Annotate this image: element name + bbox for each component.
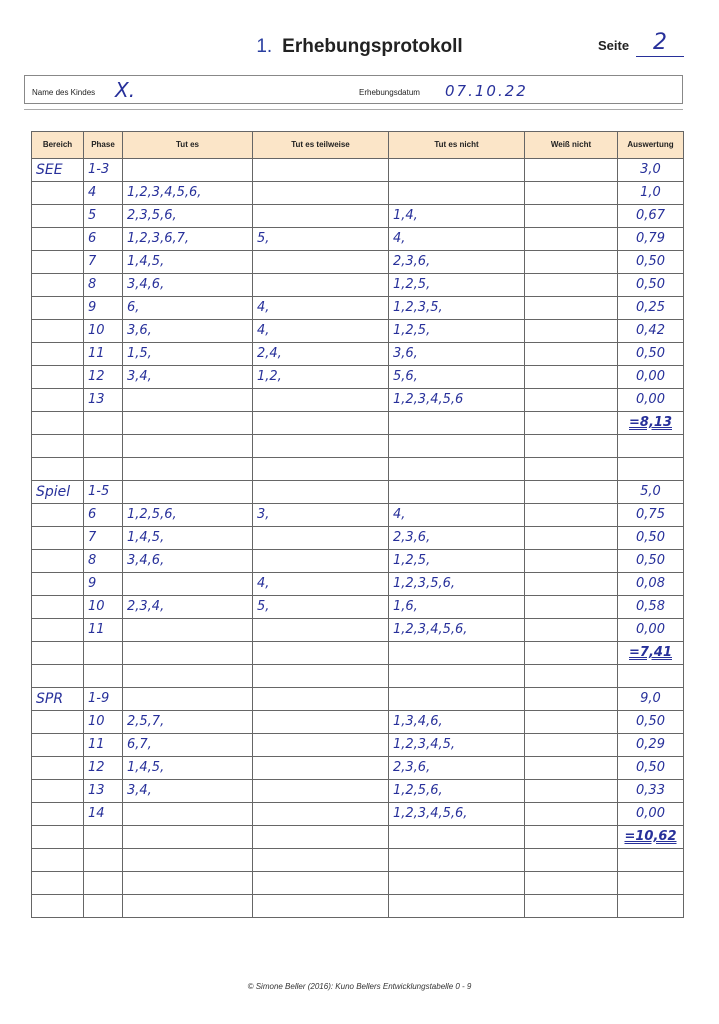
cell-auswertung: =8,13 <box>618 412 684 435</box>
cell-weiss-nicht <box>525 527 618 550</box>
cell-bereich <box>32 458 84 481</box>
table-row <box>32 619 684 642</box>
cell-weiss-nicht <box>525 665 618 688</box>
cell-auswertung: 0,50 <box>618 527 684 550</box>
cell-tut-es-teilweise: 4, <box>253 320 389 343</box>
cell-tut-es-nicht: 2,3,6, <box>389 251 525 274</box>
cell-bereich <box>32 596 84 619</box>
cell-tut-es-nicht: 2,3,6, <box>389 757 525 780</box>
cell-weiss-nicht <box>525 872 618 895</box>
cell-auswertung: 0,00 <box>618 619 684 642</box>
cell-tut-es-nicht: 4, <box>389 228 525 251</box>
cell-tut-es-teilweise <box>253 757 389 780</box>
header-col-tut-es-teilweise: Tut es teilweise <box>253 132 389 159</box>
table-row <box>32 826 684 849</box>
cell-auswertung: 0,25 <box>618 297 684 320</box>
cell-phase <box>84 435 123 458</box>
cell-phase: 12 <box>84 366 123 389</box>
cell-tut-es <box>123 412 253 435</box>
cell-tut-es: 3,4,6, <box>123 550 253 573</box>
cell-auswertung <box>618 458 684 481</box>
cell-phase <box>84 872 123 895</box>
cell-tut-es <box>123 803 253 826</box>
page-label: Seite <box>598 38 630 53</box>
cell-auswertung: 0,50 <box>618 274 684 297</box>
cell-auswertung: 0,33 <box>618 780 684 803</box>
cell-bereich <box>32 205 84 228</box>
cell-weiss-nicht <box>525 504 618 527</box>
cell-tut-es-nicht: 5,6, <box>389 366 525 389</box>
cell-tut-es-teilweise: 3, <box>253 504 389 527</box>
cell-phase: 10 <box>84 711 123 734</box>
cell-bereich <box>32 435 84 458</box>
cell-tut-es: 1,4,5, <box>123 527 253 550</box>
cell-bereich <box>32 228 84 251</box>
cell-bereich <box>32 826 84 849</box>
cell-tut-es-teilweise <box>253 205 389 228</box>
cell-tut-es-nicht <box>389 849 525 872</box>
cell-phase: 6 <box>84 504 123 527</box>
table-row <box>32 297 684 320</box>
cell-tut-es-teilweise <box>253 688 389 711</box>
cell-phase: 8 <box>84 274 123 297</box>
cell-bereich <box>32 366 84 389</box>
cell-weiss-nicht <box>525 389 618 412</box>
table-row <box>32 550 684 573</box>
cell-weiss-nicht <box>525 251 618 274</box>
cell-tut-es: 3,4, <box>123 366 253 389</box>
cell-tut-es-teilweise: 1,2, <box>253 366 389 389</box>
cell-weiss-nicht <box>525 320 618 343</box>
cell-tut-es: 3,4, <box>123 780 253 803</box>
cell-phase: 9 <box>84 297 123 320</box>
cell-auswertung: 0,29 <box>618 734 684 757</box>
cell-tut-es-teilweise: 2,4, <box>253 343 389 366</box>
table-row <box>32 711 684 734</box>
cell-tut-es-teilweise <box>253 665 389 688</box>
table-row <box>32 803 684 826</box>
cell-tut-es-nicht: 3,6, <box>389 343 525 366</box>
cell-tut-es-teilweise: 5, <box>253 596 389 619</box>
cell-tut-es <box>123 435 253 458</box>
cell-tut-es-teilweise: 5, <box>253 228 389 251</box>
cell-phase: 11 <box>84 343 123 366</box>
cell-weiss-nicht <box>525 734 618 757</box>
table-row <box>32 366 684 389</box>
cell-phase: 11 <box>84 734 123 757</box>
cell-tut-es-teilweise: 4, <box>253 573 389 596</box>
cell-tut-es-nicht: 1,2,3,4,5,6, <box>389 619 525 642</box>
table-row <box>32 343 684 366</box>
cell-auswertung: 0,42 <box>618 320 684 343</box>
date-value: 07.10.22 <box>445 82 528 100</box>
table-body <box>32 159 684 918</box>
cell-tut-es <box>123 665 253 688</box>
cell-phase: 9 <box>84 573 123 596</box>
name-value: X. <box>115 78 136 102</box>
cell-tut-es <box>123 481 253 504</box>
footer-copyright: © Simone Beller (2016): Kuno Bellers Entwicklungstabelle 0 - 9 <box>247 982 472 991</box>
cell-phase <box>84 412 123 435</box>
cell-weiss-nicht <box>525 849 618 872</box>
table-row <box>32 688 684 711</box>
cell-auswertung: 0,79 <box>618 228 684 251</box>
cell-tut-es-teilweise: 4, <box>253 297 389 320</box>
cell-tut-es-nicht: 4, <box>389 504 525 527</box>
table-row <box>32 895 684 918</box>
cell-tut-es <box>123 849 253 872</box>
cell-weiss-nicht <box>525 596 618 619</box>
cell-bereich <box>32 734 84 757</box>
cell-tut-es-nicht <box>389 642 525 665</box>
cell-phase: 7 <box>84 251 123 274</box>
cell-tut-es-teilweise <box>253 274 389 297</box>
table-row <box>32 274 684 297</box>
cell-tut-es-nicht: 1,4, <box>389 205 525 228</box>
cell-auswertung: 0,75 <box>618 504 684 527</box>
header-col-phase: Phase <box>84 132 123 159</box>
cell-tut-es-nicht: 1,2,5, <box>389 274 525 297</box>
cell-auswertung: 0,00 <box>618 366 684 389</box>
cell-weiss-nicht <box>525 182 618 205</box>
cell-bereich <box>32 182 84 205</box>
table-row <box>32 642 684 665</box>
cell-weiss-nicht <box>525 826 618 849</box>
header-col-auswertung: Auswertung <box>618 132 684 159</box>
cell-weiss-nicht <box>525 481 618 504</box>
cell-tut-es <box>123 826 253 849</box>
cell-tut-es <box>123 159 253 182</box>
cell-tut-es-teilweise <box>253 412 389 435</box>
cell-tut-es-nicht: 1,2,5, <box>389 320 525 343</box>
cell-phase <box>84 826 123 849</box>
cell-auswertung <box>618 895 684 918</box>
cell-bereich <box>32 527 84 550</box>
cell-phase: 4 <box>84 182 123 205</box>
cell-weiss-nicht <box>525 343 618 366</box>
cell-tut-es <box>123 642 253 665</box>
cell-tut-es-teilweise <box>253 803 389 826</box>
protocol-number: 1. <box>256 36 273 57</box>
cell-tut-es: 6,7, <box>123 734 253 757</box>
cell-auswertung: 0,08 <box>618 573 684 596</box>
header-col-bereich: Bereich <box>32 132 84 159</box>
cell-bereich <box>32 849 84 872</box>
table-row <box>32 481 684 504</box>
table-row <box>32 251 684 274</box>
cell-auswertung: 0,50 <box>618 343 684 366</box>
cell-tut-es-nicht <box>389 826 525 849</box>
cell-tut-es-nicht <box>389 481 525 504</box>
cell-tut-es-teilweise <box>253 251 389 274</box>
cell-weiss-nicht <box>525 435 618 458</box>
cell-tut-es: 1,2,3,4,5,6, <box>123 182 253 205</box>
cell-phase: 1-3 <box>84 159 123 182</box>
info-divider <box>24 109 683 110</box>
cell-auswertung: 0,67 <box>618 205 684 228</box>
cell-tut-es <box>123 872 253 895</box>
cell-tut-es-nicht: 1,2,3,5,6, <box>389 573 525 596</box>
header-col-tut-es: Tut es <box>123 132 253 159</box>
cell-tut-es-teilweise <box>253 780 389 803</box>
cell-tut-es: 1,4,5, <box>123 251 253 274</box>
cell-weiss-nicht <box>525 366 618 389</box>
cell-phase: 1-5 <box>84 481 123 504</box>
cell-weiss-nicht <box>525 205 618 228</box>
cell-tut-es-nicht: 1,2,3,5, <box>389 297 525 320</box>
cell-tut-es: 3,4,6, <box>123 274 253 297</box>
cell-weiss-nicht <box>525 619 618 642</box>
cell-phase <box>84 849 123 872</box>
cell-tut-es-nicht <box>389 159 525 182</box>
cell-tut-es: 1,5, <box>123 343 253 366</box>
cell-auswertung: 0,00 <box>618 803 684 826</box>
cell-bereich <box>32 251 84 274</box>
cell-weiss-nicht <box>525 297 618 320</box>
cell-auswertung <box>618 665 684 688</box>
cell-weiss-nicht <box>525 711 618 734</box>
cell-bereich <box>32 711 84 734</box>
cell-weiss-nicht <box>525 159 618 182</box>
cell-bereich <box>32 619 84 642</box>
cell-tut-es <box>123 619 253 642</box>
cell-bereich <box>32 550 84 573</box>
cell-tut-es <box>123 573 253 596</box>
cell-tut-es: 1,4,5, <box>123 757 253 780</box>
cell-tut-es-nicht <box>389 412 525 435</box>
cell-tut-es <box>123 458 253 481</box>
cell-phase: 1-9 <box>84 688 123 711</box>
cell-auswertung: =7,41 <box>618 642 684 665</box>
cell-tut-es-teilweise <box>253 458 389 481</box>
cell-tut-es: 2,3,5,6, <box>123 205 253 228</box>
cell-weiss-nicht <box>525 412 618 435</box>
cell-auswertung: =10,62 <box>618 826 684 849</box>
cell-tut-es-nicht: 1,2,3,4,5,6 <box>389 389 525 412</box>
cell-tut-es-teilweise <box>253 159 389 182</box>
cell-tut-es-teilweise <box>253 182 389 205</box>
info-box <box>24 75 683 104</box>
cell-bereich: SPR <box>32 688 84 711</box>
cell-phase: 10 <box>84 320 123 343</box>
cell-tut-es-nicht: 1,2,3,4,5,6, <box>389 803 525 826</box>
cell-weiss-nicht <box>525 757 618 780</box>
cell-phase: 12 <box>84 757 123 780</box>
cell-tut-es <box>123 895 253 918</box>
cell-tut-es-nicht <box>389 665 525 688</box>
cell-bereich <box>32 803 84 826</box>
cell-auswertung: 0,58 <box>618 596 684 619</box>
cell-bereich <box>32 872 84 895</box>
cell-auswertung: 0,50 <box>618 550 684 573</box>
cell-weiss-nicht <box>525 228 618 251</box>
cell-auswertung: 3,0 <box>618 159 684 182</box>
cell-auswertung: 0,50 <box>618 711 684 734</box>
table-row <box>32 389 684 412</box>
cell-bereich: SEE <box>32 159 84 182</box>
cell-tut-es-nicht: 1,2,3,4,5, <box>389 734 525 757</box>
cell-tut-es-teilweise <box>253 826 389 849</box>
table-row <box>32 182 684 205</box>
cell-phase: 10 <box>84 596 123 619</box>
cell-tut-es-teilweise <box>253 435 389 458</box>
cell-tut-es <box>123 688 253 711</box>
cell-bereich <box>32 642 84 665</box>
cell-tut-es: 3,6, <box>123 320 253 343</box>
cell-phase <box>84 895 123 918</box>
table-row <box>32 734 684 757</box>
cell-tut-es-nicht: 1,2,5, <box>389 550 525 573</box>
cell-weiss-nicht <box>525 803 618 826</box>
cell-tut-es-nicht <box>389 435 525 458</box>
cell-phase: 13 <box>84 780 123 803</box>
cell-bereich <box>32 274 84 297</box>
cell-weiss-nicht <box>525 550 618 573</box>
cell-bereich <box>32 297 84 320</box>
table-row <box>32 320 684 343</box>
cell-phase: 11 <box>84 619 123 642</box>
table-row <box>32 780 684 803</box>
cell-phase: 8 <box>84 550 123 573</box>
cell-weiss-nicht <box>525 458 618 481</box>
table-row <box>32 849 684 872</box>
table-row <box>32 458 684 481</box>
cell-tut-es-nicht: 1,6, <box>389 596 525 619</box>
cell-phase: 6 <box>84 228 123 251</box>
cell-tut-es <box>123 389 253 412</box>
cell-tut-es: 2,3,4, <box>123 596 253 619</box>
table-row <box>32 435 684 458</box>
cell-phase <box>84 665 123 688</box>
cell-tut-es-nicht: 1,3,4,6, <box>389 711 525 734</box>
cell-auswertung <box>618 872 684 895</box>
cell-tut-es-teilweise <box>253 389 389 412</box>
cell-tut-es-nicht <box>389 182 525 205</box>
cell-phase <box>84 458 123 481</box>
date-label: Erhebungsdatum <box>359 88 420 97</box>
table-row <box>32 596 684 619</box>
table-row <box>32 228 684 251</box>
cell-bereich <box>32 895 84 918</box>
cell-tut-es-teilweise <box>253 872 389 895</box>
cell-auswertung: 0,50 <box>618 757 684 780</box>
cell-auswertung: 0,00 <box>618 389 684 412</box>
cell-tut-es-nicht <box>389 458 525 481</box>
cell-bereich <box>32 665 84 688</box>
cell-bereich <box>32 412 84 435</box>
cell-auswertung <box>618 435 684 458</box>
cell-phase: 5 <box>84 205 123 228</box>
cell-tut-es-teilweise <box>253 895 389 918</box>
cell-phase <box>84 642 123 665</box>
cell-auswertung <box>618 849 684 872</box>
cell-tut-es-nicht <box>389 895 525 918</box>
cell-tut-es-nicht: 1,2,5,6, <box>389 780 525 803</box>
header-col-weiss-nicht: Weiß nicht <box>525 132 618 159</box>
protocol-table <box>31 131 684 918</box>
cell-tut-es: 6, <box>123 297 253 320</box>
cell-bereich <box>32 757 84 780</box>
cell-weiss-nicht <box>525 642 618 665</box>
cell-tut-es-teilweise <box>253 734 389 757</box>
cell-auswertung: 5,0 <box>618 481 684 504</box>
cell-phase: 14 <box>84 803 123 826</box>
cell-tut-es-nicht: 2,3,6, <box>389 527 525 550</box>
cell-bereich: Spiel <box>32 481 84 504</box>
cell-bereich <box>32 343 84 366</box>
cell-bereich <box>32 389 84 412</box>
cell-tut-es: 1,2,5,6, <box>123 504 253 527</box>
cell-phase: 13 <box>84 389 123 412</box>
cell-tut-es-nicht <box>389 688 525 711</box>
cell-weiss-nicht <box>525 895 618 918</box>
cell-tut-es-teilweise <box>253 711 389 734</box>
cell-weiss-nicht <box>525 688 618 711</box>
cell-bereich <box>32 504 84 527</box>
cell-tut-es: 2,5,7, <box>123 711 253 734</box>
table-row <box>32 757 684 780</box>
cell-tut-es-teilweise <box>253 527 389 550</box>
name-label: Name des Kindes <box>32 88 96 97</box>
cell-weiss-nicht <box>525 573 618 596</box>
cell-phase: 7 <box>84 527 123 550</box>
table-row <box>32 872 684 895</box>
table-row <box>32 504 684 527</box>
cell-auswertung: 9,0 <box>618 688 684 711</box>
table-header-row <box>32 132 684 159</box>
cell-tut-es-teilweise <box>253 619 389 642</box>
table-row <box>32 412 684 435</box>
cell-bereich <box>32 573 84 596</box>
cell-weiss-nicht <box>525 780 618 803</box>
cell-tut-es-nicht <box>389 872 525 895</box>
cell-auswertung: 0,50 <box>618 251 684 274</box>
table-row <box>32 159 684 182</box>
cell-bereich <box>32 320 84 343</box>
table-row <box>32 573 684 596</box>
table-row <box>32 205 684 228</box>
cell-tut-es: 1,2,3,6,7, <box>123 228 253 251</box>
cell-tut-es-teilweise <box>253 849 389 872</box>
protocol-title: Erhebungsprotokoll <box>282 36 463 57</box>
cell-auswertung: 1,0 <box>618 182 684 205</box>
table-row <box>32 665 684 688</box>
cell-bereich <box>32 780 84 803</box>
page-number: 2 <box>636 30 684 57</box>
cell-tut-es-teilweise <box>253 642 389 665</box>
cell-weiss-nicht <box>525 274 618 297</box>
table-row <box>32 527 684 550</box>
cell-tut-es-teilweise <box>253 550 389 573</box>
header-col-tut-es-nicht: Tut es nicht <box>389 132 525 159</box>
cell-tut-es-teilweise <box>253 481 389 504</box>
